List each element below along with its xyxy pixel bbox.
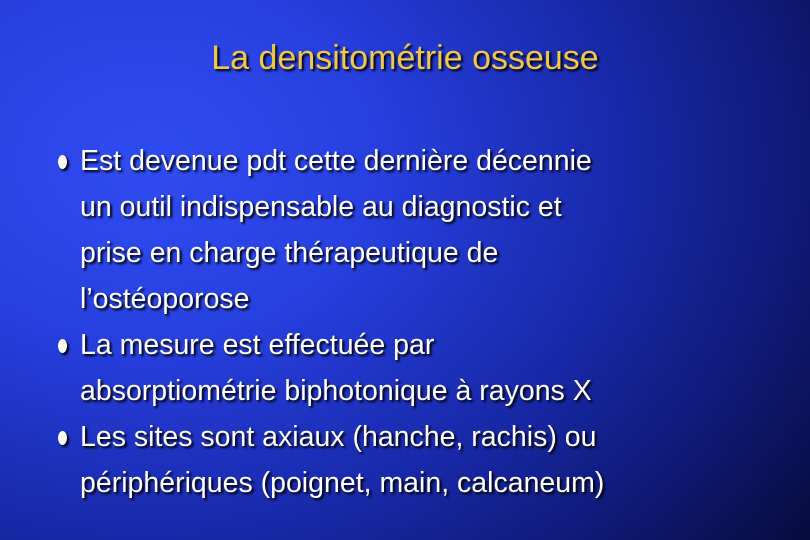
slide-title: La densitométrie osseuse <box>211 39 599 77</box>
bullet-dot-icon <box>58 339 67 353</box>
bullet-line: Les sites sont axiaux (hanche, rachis) ou <box>80 421 597 453</box>
bullet-line: l’ostéoporose <box>80 283 250 315</box>
bullet-line: absorptiométrie biphotonique à rayons X <box>80 375 592 407</box>
bullet-line: prise en charge thérapeutique de <box>80 237 499 269</box>
bullet-line: un outil indispensable au diagnostic et <box>80 191 562 223</box>
bullet-line: Est devenue pdt cette dernière décennie <box>80 145 592 177</box>
bullet-dot-icon <box>58 431 67 445</box>
bullet-line: périphériques (poignet, main, calcaneum) <box>80 467 605 499</box>
bullet-line: La mesure est effectuée par <box>80 329 435 361</box>
bullet-item <box>58 414 788 506</box>
bullet-list <box>58 138 788 506</box>
bullet-item <box>58 138 788 322</box>
bullet-item <box>58 322 788 414</box>
bullet-dot-icon <box>58 155 67 169</box>
